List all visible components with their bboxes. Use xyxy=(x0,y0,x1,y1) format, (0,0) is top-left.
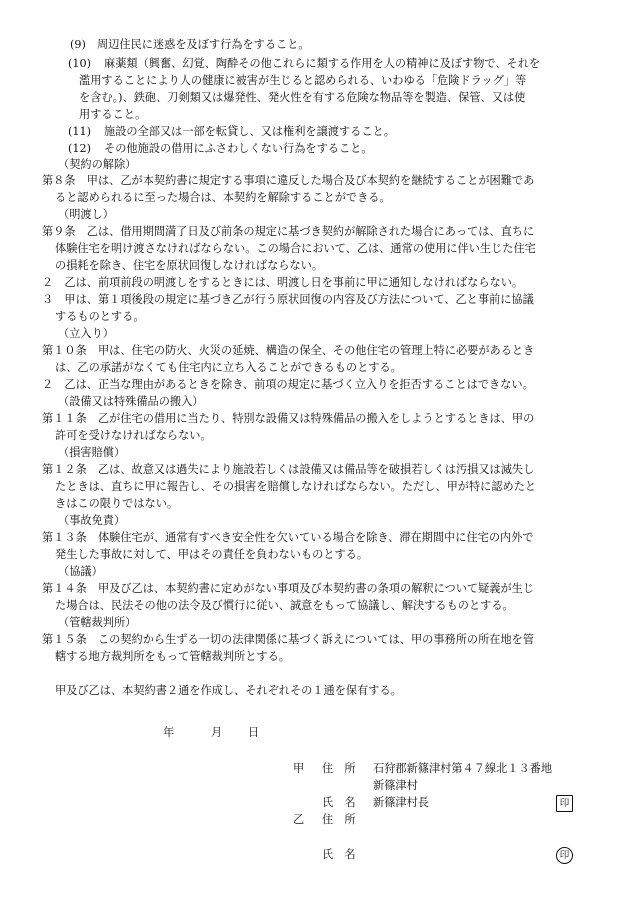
article-9-paragraph-2: ２ 乙は、前項前段の明渡しをするときには、明渡し日を事前に甲に通知しなければならない。 xyxy=(42,276,524,289)
article-12-heading: （損害賠償） xyxy=(58,446,126,459)
article-12-line-2: たときは、直ちに甲に報告し、その損害を賠償しなければならない。ただし、甲が特に認めたと xyxy=(55,480,537,493)
party-a-address-line-1: 石狩郡新篠津村第４７線北１３番地 xyxy=(373,762,553,775)
item-11-number: (11) xyxy=(68,125,91,138)
article-14-line-1: 第１４条 甲及び乙は、本契約書に定めがない事項及び本契約書の条項の解釈について疑義が生じ xyxy=(42,582,535,595)
article-13-heading: （事故免責） xyxy=(58,514,126,527)
article-9-heading: （明渡し） xyxy=(58,208,114,221)
party-a-name-label: 氏 名 xyxy=(322,796,356,809)
party-a-label: 甲 xyxy=(293,762,305,775)
article-15-line-2: 轄する地方裁判所をもって管轄裁判所とする。 xyxy=(55,650,290,663)
party-b-name-label: 氏 名 xyxy=(322,848,356,861)
article-11-heading: （設備又は特殊備品の搬入） xyxy=(58,395,204,408)
article-9-paragraph-3-line-2: するものとする。 xyxy=(55,310,145,323)
article-13-line-1: 第１３条 体験住宅が、通常有すべき安全性を欠いている場合を除き、滞在期間中に住宅の内外で xyxy=(42,531,534,544)
party-b-address-label: 住 所 xyxy=(322,813,356,826)
article-13-line-2: 発生した事故に対して、甲はその責任を負わないものとする。 xyxy=(55,548,369,561)
article-15-line-1: 第１５条 この契約から生ずる一切の法律関係に基づく訴えについては、甲の事務所の所在地を管 xyxy=(42,633,535,646)
date-month-label: 月 xyxy=(211,726,223,739)
article-10-line-1: 第１０条 甲は、住宅の防火、火災の延焼、構造の保全、その他住宅の管理上特に必要があるとき xyxy=(42,344,535,357)
article-8-line-2: ると認められるに至った場合は、本契約を解除することができる。 xyxy=(55,191,391,204)
item-12-text: その他施設の借用にふさわしくない行為をすること。 xyxy=(104,142,373,155)
party-b-seal: 印 xyxy=(556,847,573,864)
article-9-line-2: 体験住宅を明け渡さなければならない。この場合において、乙は、通常の使用に伴い生じた住宅 xyxy=(55,242,536,255)
party-b-label: 乙 xyxy=(293,813,305,826)
article-10-paragraph-2: ２ 乙は、正当な理由があるときを除き、前項の規定に基づく立入りを拒否することはできない。 xyxy=(42,378,534,391)
article-15-heading: （管轄裁判所） xyxy=(58,616,137,629)
item-10-line-4: 用すること。 xyxy=(79,108,147,121)
article-9-line-3: の損耗を除き、住宅を原状回復しなければならない。 xyxy=(55,259,324,272)
article-11-line-1: 第１１条 乙が住宅の借用に当たり、特別な設備又は特殊備品の搬入をしようとするときは、甲の xyxy=(42,412,535,425)
party-a-seal: 印 xyxy=(556,795,573,812)
date-day-label: 日 xyxy=(248,726,260,739)
party-a-address-line-2: 新篠津村 xyxy=(373,779,418,792)
item-9-number: (9) xyxy=(70,38,86,51)
article-10-line-2: は、乙の承諾がなくても住宅内に立ち入ることができるものとする。 xyxy=(55,361,402,374)
item-10-line-3: を含む。)、鉄砲、刀剣類又は爆発性、発火性を有する危険な物品等を製造、保管、又は使 xyxy=(79,91,526,104)
article-14-line-2: た場合は、民法その他の法令及び慣行に従い、誠意をもって協議し、解決するものとする。 xyxy=(55,599,514,612)
article-11-line-2: 許可を受けなければならない。 xyxy=(55,429,212,442)
article-9-paragraph-3-line-1: ３ 甲は、第１項後段の規定に基づき乙が行う原状回復の内容及び方法について、乙と事前に協議 xyxy=(42,293,534,306)
closing-statement: 甲及び乙は、本契約書２通を作成し、それぞれその１通を保有する。 xyxy=(55,684,402,697)
article-8-line-1: 第８条 甲は、乙が本契約書に規定する事項に違反した場合及び本契約を継続することが困難であ xyxy=(42,174,535,187)
article-9-line-1: 第９条 乙は、借用期間満了日及び前条の規定に基づき契約が解除された場合にあっては、直ちに xyxy=(42,225,535,238)
item-11-text: 施設の全部又は一部を転貸し、又は権利を譲渡すること。 xyxy=(104,125,395,138)
item-10-number: (10) xyxy=(68,57,91,70)
item-9-text: 周辺住民に迷惑を及ぼす行為をすること。 xyxy=(97,38,310,51)
article-10-heading: （立入り） xyxy=(58,327,114,340)
item-10-line-1: 麻薬類（興奮、幻覚、陶酔その他これらに類する作用を人の精神に及ぼす物で、それを xyxy=(104,57,541,70)
party-a-address-label: 住 所 xyxy=(322,762,356,775)
item-12-number: (12) xyxy=(68,142,91,155)
article-12-line-1: 第１２条 乙は、故意又は過失により施設若しくは設備又は備品等を破損若しくは汚損又は滅失し xyxy=(42,463,535,476)
article-12-line-3: きはこの限りではない。 xyxy=(55,497,179,510)
date-year-label: 年 xyxy=(163,726,175,739)
article-14-heading: （協議） xyxy=(58,565,103,578)
item-10-line-2: 濫用することにより人の健康に被害が生じると認められる、いわゆる「危険ドラッグ」等 xyxy=(79,74,527,87)
party-a-name: 新篠津村長 xyxy=(373,796,429,809)
article-8-heading: （契約の解除） xyxy=(58,158,137,171)
